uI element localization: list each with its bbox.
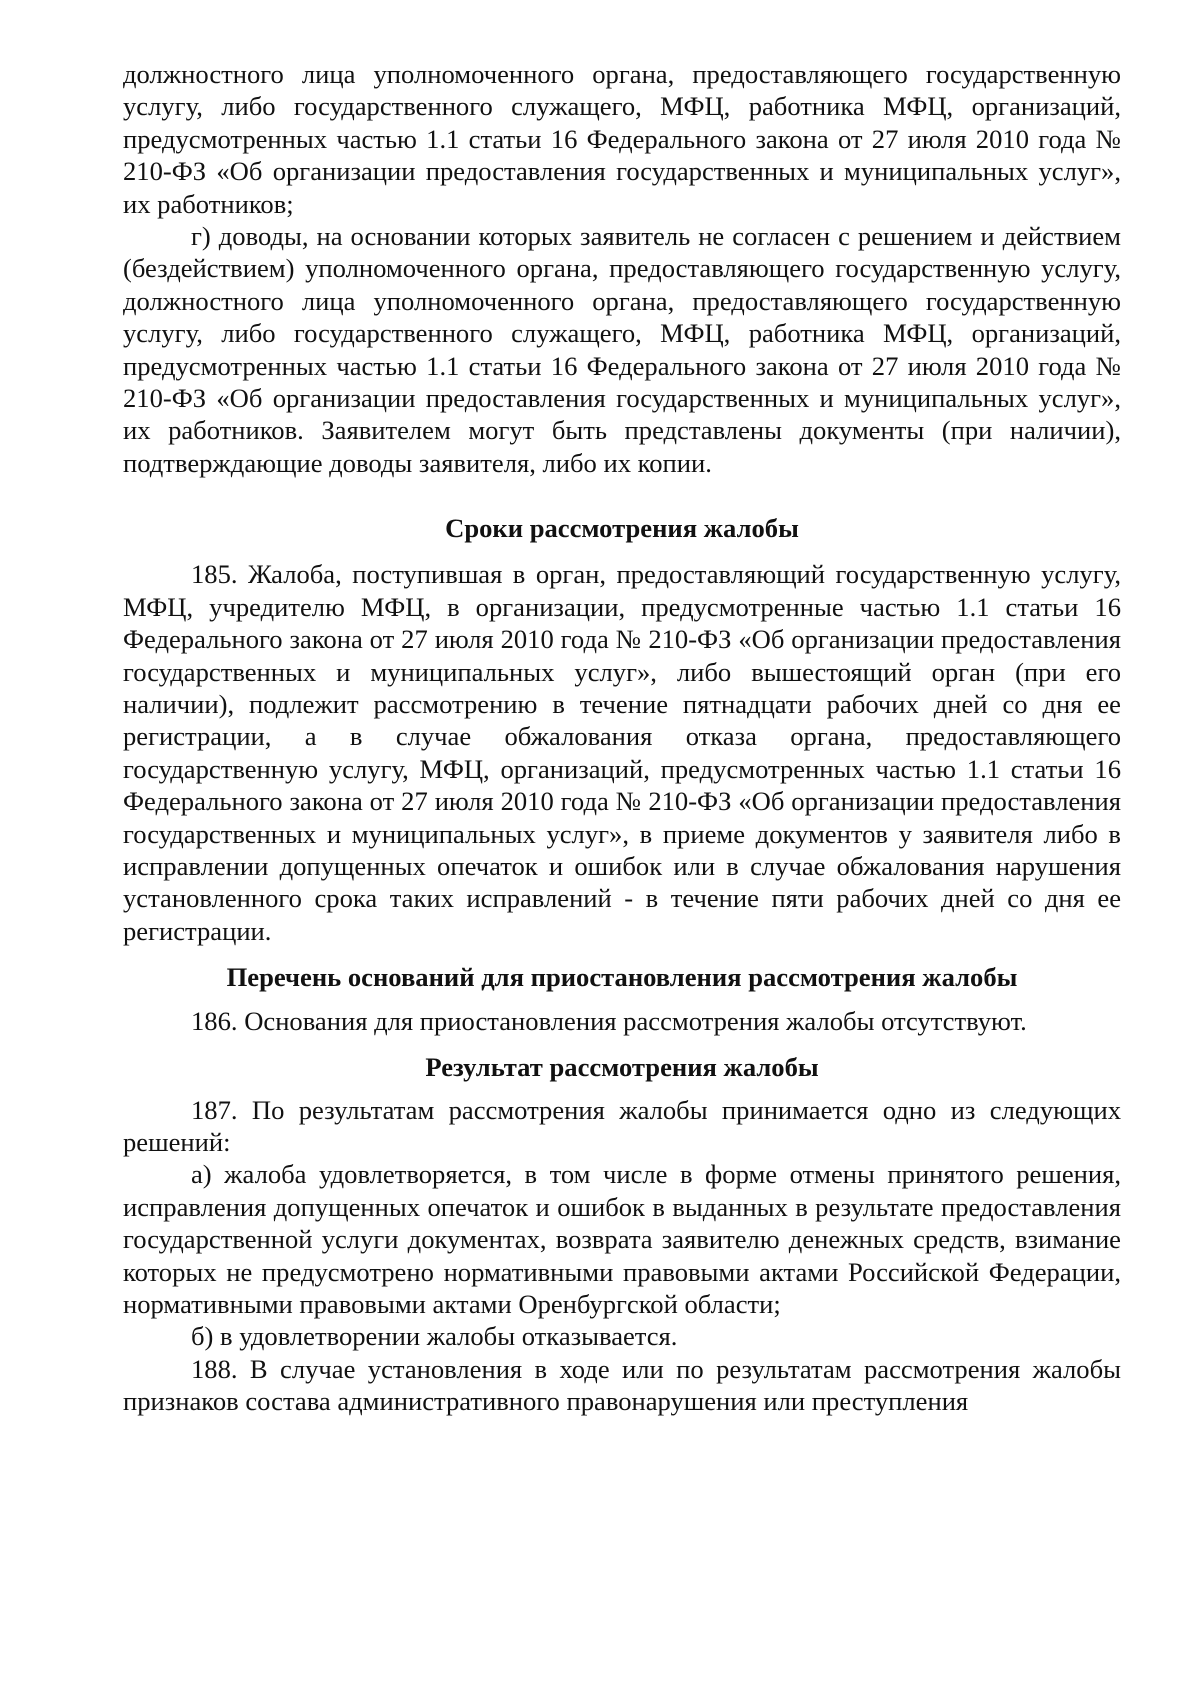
paragraph-188: 188. В случае установления в ходе или по результатам рассмотрения жалобы признаков состава административного правонарушения или преступления — [123, 1353, 1121, 1417]
document-body — [123, 58, 1121, 1418]
paragraph-a: а) жалоба удовлетворяется, в том числе в форме отмены принятого решения, исправления допущенных опечаток и ошибок в выданных в результате предоставления государственной услуги документах, возврата заявителю денежных средств, взимание которых не предусмотрено нормативными правовыми актами Российской Федерации, нормативными правовыми актами Оренбургской области; — [123, 1159, 1121, 1319]
paragraph-187: 187. По результатам рассмотрения жалобы принимается одно из следующих решений: — [123, 1094, 1121, 1157]
paragraph-185: 185. Жалоба, поступившая в орган, предоставляющий государственную услугу, МФЦ, учредителю МФЦ, в организации, предусмотренные частью 1.1 статьи 16 Федерального закона от 27 июля 2010 года № 210-ФЗ «Об организации предоставления государственных и муниципальных услуг», либо вышестоящий орган (при его наличии), подлежит рассмотрению в течение пятнадцати рабочих дней со дня ее регистрации, а в случае обжалования отказа органа, предоставляющего государственную услугу, МФЦ, организаций, предусмотренных частью 1.1 статьи 16 Федерального закона от 27 июля 2010 года № 210-ФЗ «Об организации предоставления государственных и муниципальных услуг», в приеме документов у заявителя либо в исправлении допущенных опечаток и ошибок или в случае обжалования нарушения установленного срока таких исправлений - в течение пяти рабочих дней со дня ее регистрации. — [123, 559, 1121, 946]
paragraph-186: 186. Основания для приостановления рассмотрения жалобы отсутствуют. — [191, 1006, 1027, 1037]
paragraph-b: б) в удовлетворении жалобы отказывается. — [191, 1321, 678, 1352]
paragraph-g: г) доводы, на основании которых заявитель не согласен с решением и действием (бездействием) уполномоченного органа, предоставляющего государственную услугу, должностного лица уполномоченного органа, предоставляющего государственную услугу, либо государственного служащего, МФЦ, работника МФЦ, организаций, предусмотренных частью 1.1 статьи 16 Федерального закона от 27 июля 2010 года № 210-ФЗ «Об организации предоставления государственных и муниципальных услуг», их работников. Заявителем могут быть представлены документы (при наличии), подтверждающие доводы заявителя, либо их копии. — [123, 221, 1121, 478]
section-heading-suspension: Перечень оснований для приостановления рассмотрения жалобы — [226, 962, 1018, 993]
paragraph-continuation: должностного лица уполномоченного органа, предоставляющего государственную услугу, либо государственного служащего, МФЦ, работника МФЦ, организаций, предусмотренных частью 1.1 статьи 16 Федерального закона от 27 июля 2010 года № 210-ФЗ «Об организации предоставления государственных и муниципальных услуг», их работников; — [123, 59, 1121, 219]
section-heading-terms: Сроки рассмотрения жалобы — [445, 513, 799, 544]
section-heading-result: Результат рассмотрения жалобы — [425, 1051, 819, 1082]
